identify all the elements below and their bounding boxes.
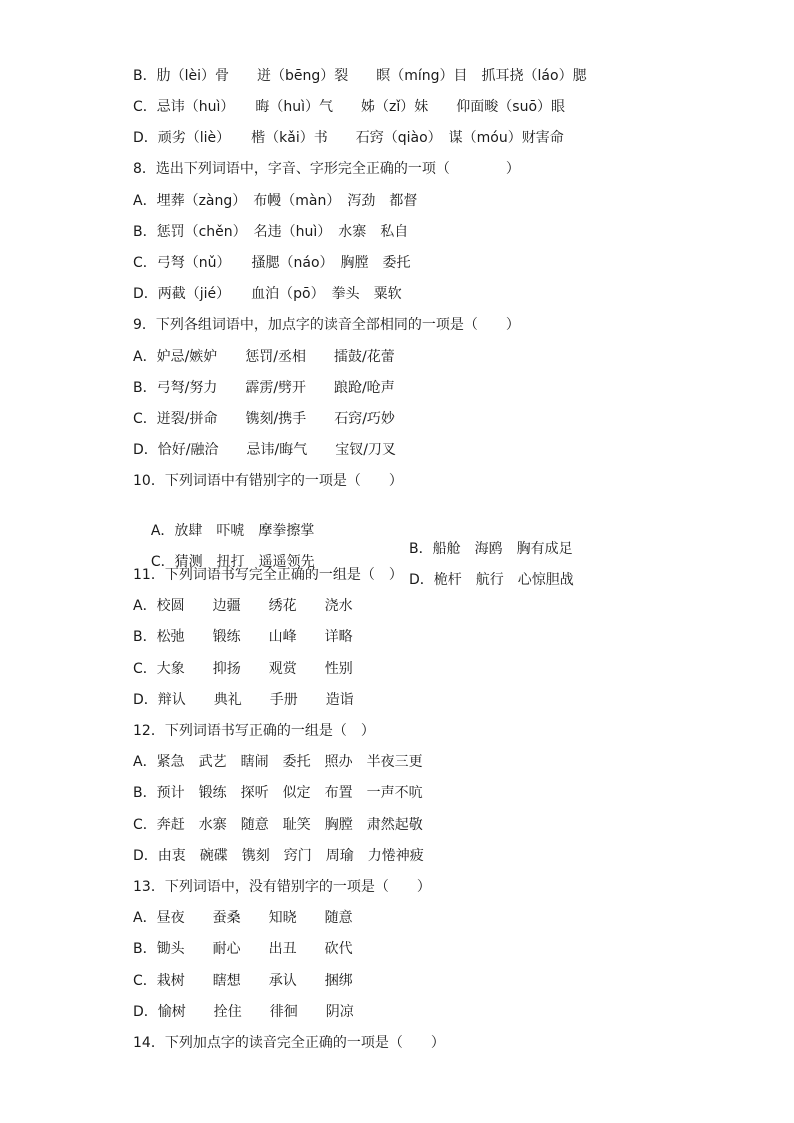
- option-line: C．栽树 瞎想 承认 捆绑: [133, 973, 353, 989]
- option-a: A．放肆 吓唬 摩拳擦掌: [150, 523, 315, 539]
- option-line: A．昼夜 蚕桑 知晓 随意: [133, 910, 353, 926]
- question-stem: 14．下列加点字的读音完全正确的一项是（ ）: [133, 1035, 445, 1051]
- option-line: B．肋（lèi）骨 迸（bēng）裂 瞑（míng）目 抓耳挠（láo）腮: [133, 68, 587, 84]
- option-line: B．锄头 耐心 出丑 砍代: [133, 941, 353, 957]
- question-stem: 8．选出下列词语中，字音、字形完全正确的一项（ ）: [133, 161, 520, 177]
- question-stem: 11．下列词语书写完全正确的一组是（ ）: [133, 567, 403, 583]
- option-line: D．辩认 典礼 手册 造诣: [133, 692, 354, 708]
- option-line: C．迸裂/拼命 镌刻/携手 石窍/巧妙: [133, 411, 395, 427]
- option-line: A．埋葬（zàng） 布幔（màn） 泻劲 都督: [133, 193, 418, 209]
- option-line: A．校圆 边疆 绣花 浇水: [133, 598, 353, 614]
- option-line: D．愉树 拴住 徘徊 阴凉: [133, 1004, 354, 1020]
- option-line: C．大象 抑扬 观赏 性别: [133, 661, 353, 677]
- option-line: B．弓弩/努力 霹雳/劈开 踉跄/呛声: [133, 380, 395, 396]
- question-stem: 13．下列词语中，没有错别字的一项是（ ）: [133, 879, 431, 895]
- option-line: D．两截（jié） 血泊（pō） 拳头 粟软: [133, 286, 402, 302]
- option-line: B．松弛 锻练 山峰 详略: [133, 629, 353, 645]
- option-line: B．惩罚（chěn） 名违（huì） 水寨 私自: [133, 224, 409, 240]
- option-line: C．奔赶 水寨 随意 耻笑 胸膛 肃然起敬: [133, 817, 423, 833]
- option-line: D．顽劣（liè） 楷（kǎi）书 石窍（qiào） 谋（móu）财害命: [133, 130, 564, 146]
- question-stem: 9．下列各组词语中，加点字的读音全部相同的一项是（ ）: [133, 317, 520, 333]
- option-line: D．恰好/融洽 忌讳/晦气 宝钗/刀叉: [133, 442, 396, 458]
- option-line: C．忌讳（huì） 晦（huì）气 姊（zǐ）妹 仰面畯（suō）眼: [133, 99, 566, 115]
- option-d: D．桅杆 航行 心惊胆战: [409, 572, 574, 588]
- question-stem: 10．下列词语中有错别字的一项是（ ）: [133, 473, 403, 489]
- option-c: C．猜测 扭打 遥遥领先: [150, 554, 315, 570]
- option-b: B．船舱 海鸥 胸有成足: [409, 541, 573, 557]
- option-line: A．紧急 武艺 瞎闹 委托 照办 半夜三更: [133, 754, 423, 770]
- option-line: B．预计 锻练 探听 似定 布置 一声不吭: [133, 785, 423, 801]
- option-line: D．由衷 碗碟 镌刻 窍门 周瑜 力惓神疲: [133, 848, 424, 864]
- option-line: A．妒忌/嫉妒 惩罚/丞相 擂鼓/花蕾: [133, 349, 395, 365]
- question-stem: 12．下列词语书写正确的一组是（ ）: [133, 723, 375, 739]
- option-line: C．弓弩（nǔ） 搔腮（náo） 胸膛 委托: [133, 255, 411, 271]
